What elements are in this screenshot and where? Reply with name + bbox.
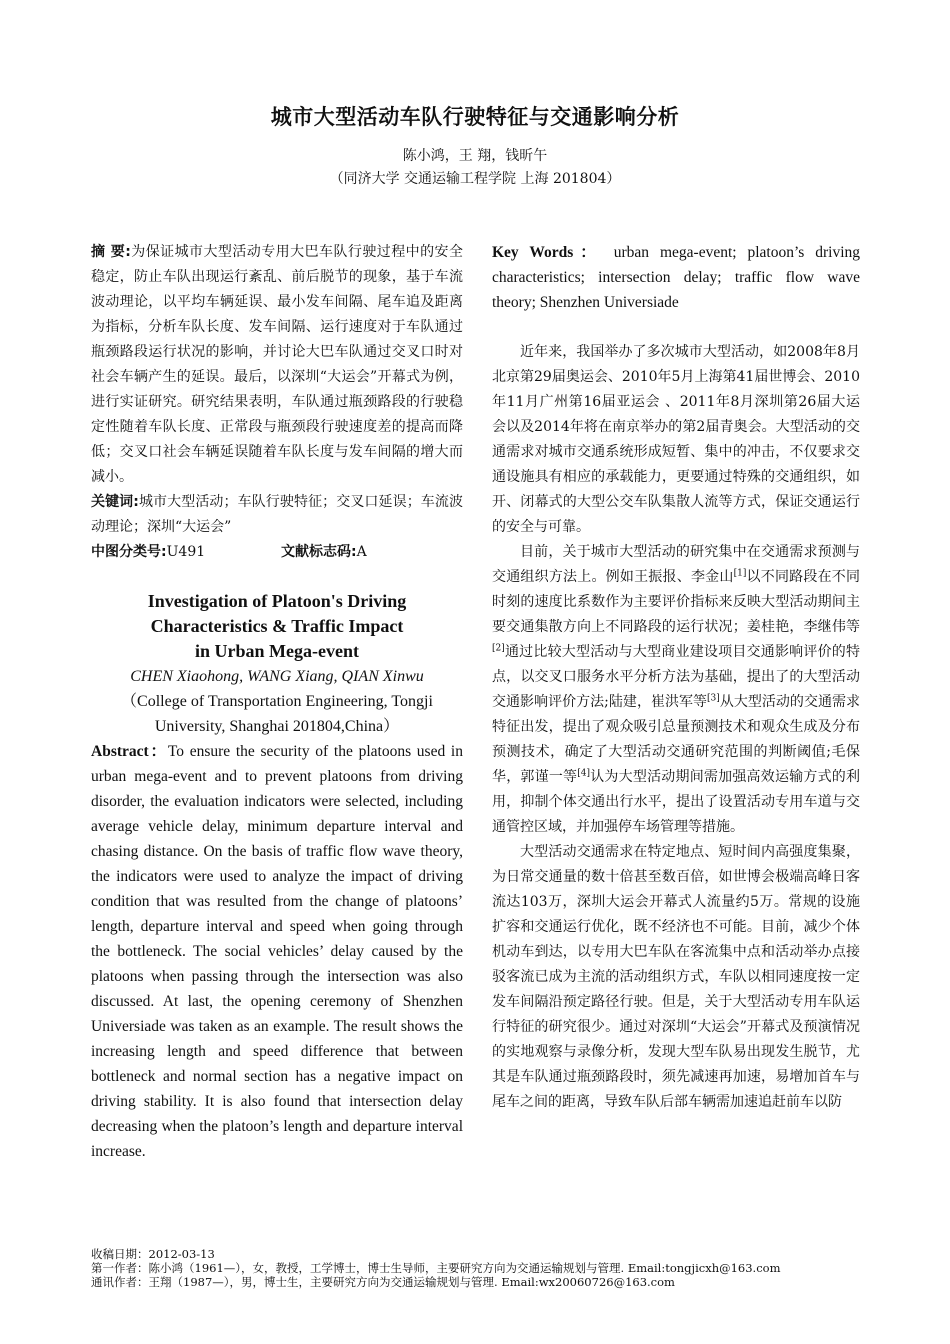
footnote-first-author: 第一作者：陈小鸿（1961—），女，教授，工学博士，博士生导师，主要研究方向为交通运输规划与管理. Email:tongjicxh@163.com (91, 1261, 781, 1275)
footnote-corresponding-author: 通讯作者：王翔（1987—），男，博士生，主要研究方向为交通运输规划与管理. Email:wx20060726@163.com (91, 1275, 675, 1289)
classification-line (91, 540, 463, 565)
citation-4[interactable]: [4] (577, 768, 591, 779)
paper-title: 城市大型活动车队行驶特征与交通影响分析 (270, 105, 680, 129)
english-title-line-2: Characteristics & Traffic Impact (150, 616, 404, 636)
english-abstract-label: Abstract： (91, 743, 168, 760)
english-keywords-text: urban mega-event; platoon’s driving characteristics; intersection delay; traffic flow wave theory; Shenzhen Universiade (492, 244, 861, 311)
paper-affiliation: （同济大学 交通运输工程学院 上海 201804） (329, 171, 621, 187)
cn-abstract-label: 摘 要: (91, 244, 131, 260)
cn-abstract (91, 240, 463, 490)
english-abstract-text: To ensure the security of the platoons used in urban mega-event and to prevent platoons from driving disorder, the evaluation indicators were selected, including average vehicle delay, minimum departure interval and chasing distance. On the basis of traffic flow wave theory, the indicators were used to analyze the impact of driving condition that was resulted from the change of platoons’ length, departure interval and speed when going through the bottleneck. The social vehicles’ delay caused by the platoons when passing through the intersection was also discussed. At last, the opening ceremony of Shenzhen Universiade was taken as an example. The result shows the increasing length and speed difference that between bottleneck and normal section has a negative impact on driving stability. It is also found that intersection delay decreasing when the platoon’s length and departure interval increase. (91, 743, 463, 1160)
right-column (492, 240, 860, 1115)
left-column (91, 240, 463, 1164)
footnote-received-date: 收稿日期：2012-03-13 (91, 1247, 215, 1261)
clc-value: U491 (166, 544, 206, 560)
cn-abstract-text: 为保证城市大型活动专用大巴车队行驶过程中的安全稳定，防止车队出现运行紊乱、前后脱节的现象，基于车流波动理论，以平均车辆延误、最小发车间隔、尾车追及距离为指标，分析车队长度、发车间隔、运行速度对于车队通过瓶颈路段运行状况的影响，并讨论大巴车队通过交叉口时对社会车辆产生的延误。最后，以深圳“大运会”开幕式为例，进行实证研究。研究结果表明，车队通过瓶颈路段的行驶稳定性随着车队长度、正常段与瓶颈段行驶速度差的提高而降低；交叉口社会车辆延误随着车队长度与发车间隔的增大而减小。 (91, 244, 463, 485)
paper-authors: 陈小鸿，王 翔，钱昕午 (402, 148, 548, 164)
citation-2[interactable]: [2] (492, 643, 505, 654)
cn-keywords-label: 关键词: (91, 494, 139, 510)
english-keywords (492, 240, 860, 315)
body-paragraph-2: 目前，关于城市大型活动的研究集中在交通需求预测与交通组织方法上。例如王振报、李金山[1]以不同路段在不同时刻的速度比系数作为主要评价指标来反映大型活动期间主要交通集散方向上不同路段的运行状况；姜桂艳，李继伟等[2]通过比较大型活动与大型商业建设项目交通影响评价的特点，以交叉口服务水平分析方法为基础，提出了的大型活动交通影响评价方法;陆建，崔洪军等[3]从大型活动的交通需求特征出发，提出了观众吸引总量预测技术和观众生成及分布预测技术，确定了大型活动交通研究范围的判断阈值;毛保华，郭谨一等[4]认为大型活动期间需加强高效运输方式的利用，抑制个体交通出行水平，提出了设置活动专用车道与交通管控区域，并加强停车场管理等措施。 (492, 544, 861, 835)
english-title-line-3: in Urban Mega-event (195, 641, 359, 661)
english-title (91, 589, 463, 664)
english-keywords-label: Key Words： (492, 244, 603, 261)
body-paragraph-1: 近年来，我国举办了多次城市大型活动，如2008年8月北京第29届奥运会、2010年5月上海第41届世博会、2010年11月广州第16届亚运会 、2011年8月深圳第26届大运会以及2014年将在南京举办的第2届青奥会。大型活动的交通需求对城市交通系统形成短暂、集中的冲击，不仅要求交通设施具有相应的承载能力，更要通过特殊的交通组织，如开、闭幕式的大型公交车队集散人流等方式，保证交通运行的安全与可靠。 (492, 344, 860, 535)
english-authors: CHEN Xiaohong, WANG Xiang, QIAN Xinwu (130, 668, 424, 685)
doc-code-label: 文献标志码: (281, 544, 357, 560)
cn-keywords-text: 城市大型活动；车队行驶特征；交叉口延误；车流波动理论；深圳“大运会” (91, 494, 463, 535)
citation-1[interactable]: [1] (733, 568, 747, 579)
footnote (91, 1247, 871, 1289)
cn-keywords (91, 490, 463, 540)
doc-code-value: A (356, 544, 367, 560)
body-paragraph-3: 大型活动交通需求在特定地点、短时间内高强度集聚，为日常交通量的数十倍甚至数百倍，如世博会极端高峰日客流达103万，深圳大运会开幕式人流量约5万。常规的设施扩容和交通运行优化，既不经济也不可能。目前，减少个体机动车到达，以专用大巴车队在客流集中点和活动举办点接驳客流已成为主流的活动组织方式，车队以相同速度按一定发车间隔沿预定路径行驶。但是，关于大型活动专用车队运行特征的研究很少。通过对深圳“大运会”开幕式及预演情况的实地观察与录像分析，发现大型车队易出现发生脱节，尤其是车队通过瓶颈路段时，须先减速再加速，易增加首车与尾车之间的距离，导致车队后部车辆需加速追赶前车以防 (492, 844, 860, 1110)
english-abstract (91, 739, 463, 1164)
citation-3[interactable]: [3] (707, 693, 720, 704)
clc-label: 中图分类号: (91, 544, 167, 560)
english-affiliation-2: University, Shanghai 201804,China） (154, 718, 400, 735)
english-title-line-1: Investigation of Platoon's Driving (147, 591, 407, 611)
english-affiliation-1: （College of Transportation Engineering, Tongji (121, 693, 433, 710)
